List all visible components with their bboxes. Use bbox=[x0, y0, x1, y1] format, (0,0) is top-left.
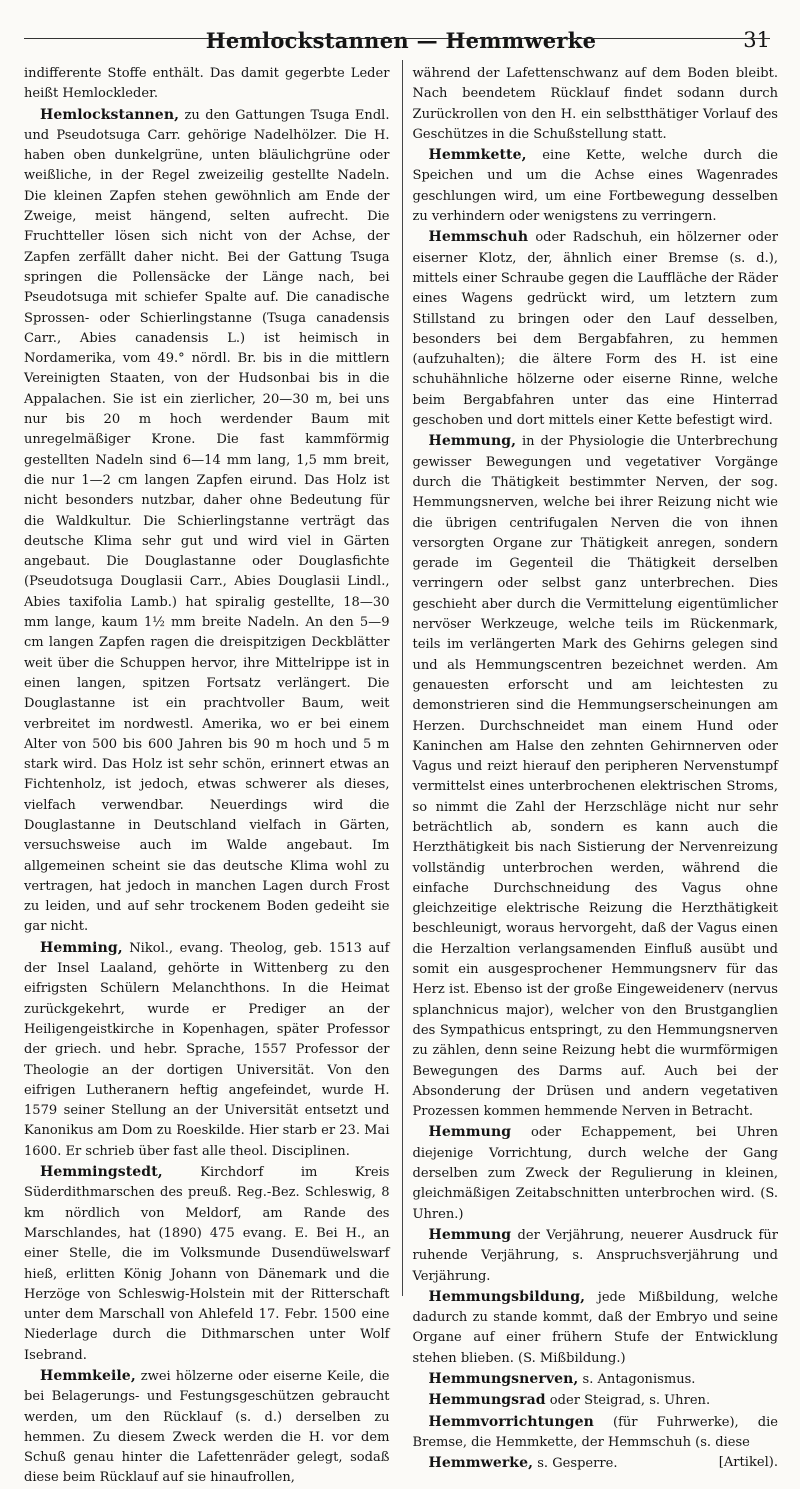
entry-text: jede Mißbildung, welche dadurch zu stande kommt, daß der Embryo und seine Organe auf einer frühern Stufe der Entwicklung stehen blieben. (S. Mißbildung.) bbox=[412, 1289, 778, 1366]
entry-text: oder Steigrad, s. Uhren. bbox=[549, 1393, 711, 1409]
entry-headword: Hemmung bbox=[428, 1124, 512, 1141]
lexicon-entry bbox=[413, 431, 779, 1122]
entry-headword: Hemlockstannen, bbox=[40, 106, 180, 123]
lexicon-entry bbox=[413, 1287, 779, 1369]
lexicon-entry bbox=[413, 1225, 779, 1287]
lexicon-entry bbox=[24, 105, 390, 938]
entry-text: Kirchdorf im Kreis Süderdithmarschen des preuß. Reg.-Bez. Schleswig, 8 km nördlich von Meldorf, am Rande des Marschlandes, hat (1890) 475 evang. E. Bei H., an einer Stelle, die im Volksmunde Dusendüwelswarf hieß, erlitten König Johann von Dänemark und die Herzöge von Schleswig-Holstein mit der Ritterschaft unter dem Marschall von Ahlefeld 17. Febr. 1500 eine Niederlage durch die Dithmarschen unter Wolf Isebrand. bbox=[24, 1165, 390, 1363]
lexicon-entry bbox=[413, 1453, 779, 1474]
entry-text: zu den Gattungen Tsuga Endl. und Pseudotsuga Carr. gehörige Nadelhölzer. Die H. haben oben dunkelgrüne, unten bläulichgrüne oder weißliche, in der Regel zweizeilig gestellte Nadeln. Die kleinen Zapfen stehen gewöhnlich am Ende der Zweige, meist hängend, selten aufrecht. Die Fruchtteller lösen sich nicht von der Achse, der Zapfen zerfällt daher nicht. Bei der Gattung Tsuga springen die Pollensäcke der Länge nach, bei Pseudotsuga mit schiefer Spalte auf. Die canadische Sprossen- oder Schierlingstanne (Tsuga canadensis Carr., Abies canadensis L.) ist heimisch in Nordamerika, vom 49.° nördl. Br. bis in die mittlern Vereinigten Staaten, von der Hudsonbai bis in die Appalachen. Sie ist ein zierlicher, 20—30 m, bei uns nur bis 20 m hoch werdender Baum mit unregelmäßiger Krone. Die fast kammförmig gestellten Nadeln sind 6—14 mm lang, 1,5 mm breit, die nur 1—2 cm langen Zapfen eirund. Das Holz ist nicht besonders nutzbar, daher ohne Bedeutung für die Waldkultur. Die Schierlingstanne verträgt das deutsche Klima sehr gut und wird viel in Gärten angebaut. Die Douglastanne oder Douglasfichte (Pseudotsuga Douglasii Carr., Abies Douglasii Lindl., Abies taxifolia Lamb.) hat spiralig gestellte, 18—30 mm lange, kaum 1½ mm breite Nadeln. An den 5—9 cm langen Zapfen ragen die dreispitzigen Deckblätter weit über die Schuppen hervor, ihre Mittelrippe ist in einen langen, spitzen Fortsatz verlängert. Die Douglastanne ist ein prachtvoller Baum, weit verbreitet im nordwestl. Amerika, wo er bei einem Alter von 500 bis 600 Jahren bis 90 m hoch und 5 m stark wird. Das Holz ist sehr schön, erinnert etwas an Fichtenholz, ist jedoch, etwas schwerer als dieses, vielfach verwendbar. Neuerdings wird die Douglastanne in Deutschland vielfach in Gärten, versuchsweise auch im Walde angebaut. Im allgemeinen scheint sie das deutsche Klima wohl zu vertragen, hat jedoch in manchen Lagen durch Frost zu leiden, und auf sehr trockenem Boden gedeiht sie gar nicht. bbox=[24, 107, 390, 935]
entry-headword: Hemmung bbox=[428, 1226, 512, 1243]
page-header bbox=[24, 28, 778, 62]
lexicon-entry bbox=[24, 1366, 390, 1489]
text-columns bbox=[24, 64, 779, 1486]
entry-text: in der Physiologie die Unterbrechung gewisser Bewegungen und vegetativer Vorgänge durch die Thätigkeit bestimmter Nerven, der sog. Hemmungsnerven, welche bei ihrer Reizung nicht wie die übrigen centrifugalen Nerven die von ihnen versorgten Organe zur Thätigkeit anregen, sondern gerade im Gegenteil die Thätigkeit derselben verringern oder selbst ganz unterbrechen. Dies geschieht aber durch die Vermittelung eigentümlicher nervöser Werkzeuge, welche teils im Rückenmark, teils im verlängerten Mark des Gehirns gelegen sind und als Hemmungscentren bezeichnet werden. Am genauesten erforscht und am leichtesten zu demonstrieren sind die Hemmungserscheinungen am Herzen. Durchschneidet man einem Hund oder Kaninchen am Halse den zehnten Gehirnnerven oder Vagus und reizt hierauf den peripheren Nervenstumpf vermittelst eines unterbrochenen elektrischen Stroms, so nimmt die Zahl der Herzschläge nicht nur sehr beträchtlich ab, sondern es kann auch die Herzthätigkeit bis nach Sistierung der Nervenreizung vollständig unterbrochen werden, während die einfache Durchschneidung des Vagus ohne gleichzeitige elektrische Reizung die Herzthätigkeit beschleunigt, woraus hervorgeht, daß der Vagus einen die Herzaltion verlangsamenden Einfluß ausübt und somit ein ausgesprochener Hemmungsnerv für das Herz ist. Ebenso ist der große Eingeweidenerv (nervus splanchnicus major), welcher von den Brustganglien des Sympathicus entspringt, zu den Hemmungsnerven zu zählen, denn seine Reizung hebt die wurmförmigen Bewegungen des Darms auf. Auch bei der Absonderung der Drüsen und andern vegetativen Prozessen kommen hemmende Nerven in Betracht. bbox=[412, 434, 778, 1120]
entry-headword: Hemmungsnerven, bbox=[428, 1371, 579, 1387]
entry-text: indifferente Stoffe enthält. Das damit gegerbte Leder heißt Hemlockleder. bbox=[24, 66, 390, 102]
lexicon-entry bbox=[24, 938, 390, 1162]
entry-text: Nikol., evang. Theolog, geb. 1513 auf der Insel Laaland, gehörte in Wittenberg zu den eifrigsten Schülern Melanchthons. In die Heimat zurückgekehrt, wurde er Prediger an der Heiligengeistkirche in Kopenhagen, später Professor der griech. und hebr. Sprache, 1557 Professor der Theologie an der dortigen Universität. Von den eifrigen Lutheranern heftig angefeindet, wurde H. 1579 seiner Stellung an der Universität entsetzt und Kanonikus am Dom zu Roeskilde. Hier starb er 23. Mai 1600. Er schrieb über fast alle theol. Disciplinen. bbox=[24, 940, 390, 1159]
entry-text: eine Kette, welche durch die Speichen und um die Achse eines Wagenrades geschlungen wird, um eine Fortbewegung desselben zu verhindern oder wenigstens zu verringern. bbox=[412, 148, 778, 225]
catchword: [Artikel). bbox=[718, 1455, 778, 1471]
entry-headword: Hemming, bbox=[40, 939, 123, 956]
entry-headword: Hemmungsbildung, bbox=[428, 1288, 586, 1305]
entry-text: s. Gesperre. bbox=[537, 1456, 618, 1472]
page-title: Hemlockstannen — Hemmwerke bbox=[205, 28, 597, 53]
right-column bbox=[403, 64, 779, 1472]
entry-text: zwei hölzerne oder eiserne Keile, die bei Belagerungs- und Festungsgeschützen gebraucht werden, um den Rücklauf (s. d.) derselben zu hemmen. Zu diesem Zweck werden die H. vor dem Schuß genau hinter die Lafettenräder gelegt, sodaß diese beim Rücklauf auf sie hinaufrollen, bbox=[24, 1369, 390, 1486]
lexicon-entry bbox=[413, 1390, 779, 1411]
entry-text: der Verjährung, neuerer Ausdruck für ruhende Verjährung, s. Anspruchsverjährung und Verjährung. bbox=[412, 1227, 778, 1284]
lexicon-entry bbox=[413, 145, 779, 227]
entry-text: (für Fuhrwerke), die Bremse, die Hemmkette, der Hemmschuh (s. diese bbox=[412, 1414, 778, 1450]
lexicon-entry bbox=[413, 227, 779, 431]
lexicon-entry bbox=[413, 1412, 779, 1454]
entry-headword: Hemmkette, bbox=[428, 147, 527, 164]
entry-text: oder Radschuh, ein hölzerner oder eiserner Klotz, der, ähnlich einer Bremse (s. d.), mittels einer Schraube gegen die Lauffläche der Räder eines Wagens gedrückt wird, um letztern zum Stillstand zu bringen oder den Lauf desselben, besonders bei dem Bergabfahren, zu hemmen (aufzuhalten); die ältere Form des H. ist eine schuhähnliche hölzerne oder eiserne Rinne, welche beim Bergabfahren unter das eine Hinterrad geschoben und dort mittels einer Kette befestigt wird. bbox=[412, 230, 779, 429]
entry-headword: Hemmwerke, bbox=[428, 1455, 534, 1472]
page-number: 31 bbox=[743, 28, 770, 52]
lexicon-entry bbox=[413, 1369, 779, 1390]
entry-headword: Hemmingstedt, bbox=[40, 1164, 163, 1181]
entry-text: während der Lafettenschwanz auf dem Boden bleibt. Nach beendetem Rücklauf findet sodann durch Zurückrollen von den H. ein selbstthätiger Vorlauf des Geschützes in die Schußstellung statt. bbox=[412, 66, 778, 142]
lexicon-entry bbox=[24, 64, 390, 105]
entry-headword: Hemmvorrichtungen bbox=[428, 1413, 594, 1430]
entry-text: oder Echappement, bei Uhren diejenige Vorrichtung, durch welche der Gang derselben zum Zweck der Regulierung in kleinen, gleichmäßigen Zeitabschnitten unterbrochen wird. (S. Uhren.) bbox=[412, 1125, 778, 1222]
entry-headword: Hemmschuh bbox=[428, 229, 529, 246]
lexicon-entry bbox=[24, 1162, 390, 1366]
lexicon-entry bbox=[413, 64, 779, 145]
entry-headword: Hemmungsrad bbox=[428, 1392, 546, 1409]
lexicon-entry bbox=[413, 1122, 779, 1224]
entry-text: s. Antagonismus. bbox=[582, 1372, 696, 1387]
entry-headword: Hemmung, bbox=[428, 433, 517, 450]
header-rule bbox=[24, 38, 770, 39]
left-column bbox=[24, 64, 402, 1486]
entry-headword: Hemmkeile, bbox=[40, 1368, 136, 1384]
